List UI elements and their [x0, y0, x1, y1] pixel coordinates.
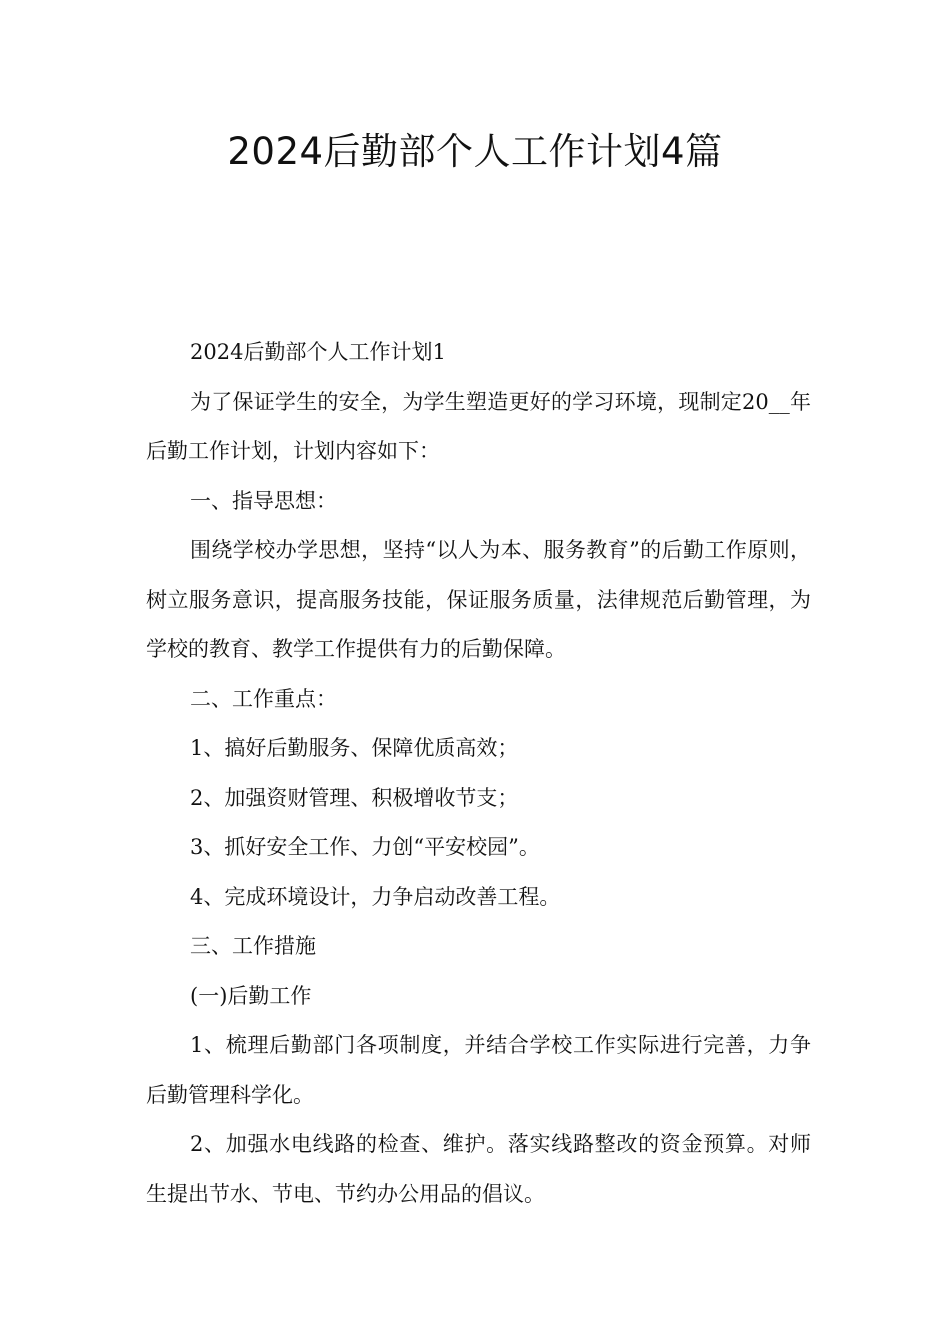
- document-body: [146, 328, 811, 1219]
- plan-subtitle: 2024后勤部个人工作计划1: [190, 340, 446, 364]
- section-heading-work-focus: 二、工作重点：: [190, 686, 337, 711]
- section-heading-work-measures: 三、工作措施: [190, 934, 316, 958]
- document-title: 2024后勤部个人工作计划4篇: [227, 130, 723, 173]
- list-item-measure-2: 2、加强水电线路的检查、维护。落实线路整改的资金预算。对师生提出节水、节电、节约办公用品的倡议。: [146, 1132, 811, 1206]
- list-item-focus-4: 4、完成环境设计，力争启动改善工程。: [190, 884, 561, 909]
- subsection-heading-logistics: (一)后勤工作: [190, 983, 312, 1008]
- list-item-focus-1: 1、搞好后勤服务、保障优质高效；: [190, 736, 519, 760]
- section-heading-guiding-thought: 一、指导思想：: [190, 488, 337, 513]
- list-item-focus-3: 3、抓好安全工作、力创“平安校园”。: [190, 835, 540, 859]
- list-item-measure-1: 1、梳理后勤部门各项制度，并结合学校工作实际进行完善，力争后勤管理科学化。: [146, 1033, 811, 1107]
- paragraph-intro: 为了保证学生的安全，为学生塑造更好的学习环境，现制定20__年后勤工作计划，计划内容如下：: [146, 389, 811, 463]
- paragraph-guiding-thought: 围绕学校办学思想，坚持“以人为本、服务教育”的后勤工作原则，树立服务意识，提高服务技能，保证服务质量，法律规范后勤管理，为学校的教育、教学工作提供有力的后勤保障。: [146, 538, 811, 661]
- list-item-focus-2: 2、加强资财管理、积极增收节支；: [190, 785, 519, 810]
